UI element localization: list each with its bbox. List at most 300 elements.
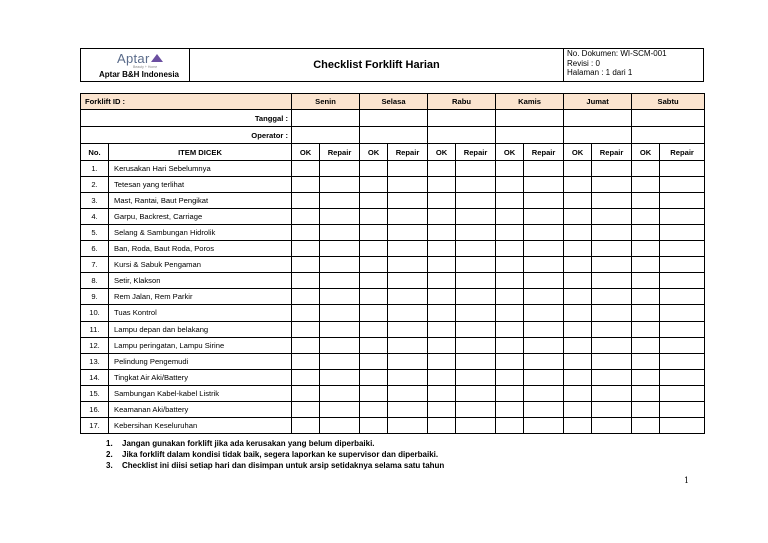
- ok-checkbox-cell[interactable]: [292, 305, 320, 321]
- item-number: 15.: [81, 385, 109, 401]
- repair-checkbox-cell[interactable]: [456, 289, 496, 305]
- table-row: [81, 305, 705, 321]
- ok-checkbox-cell[interactable]: [428, 385, 456, 401]
- ok-checkbox-cell[interactable]: [564, 273, 592, 289]
- table-row: [81, 208, 705, 224]
- ok-checkbox-cell[interactable]: [360, 224, 388, 240]
- repair-checkbox-cell[interactable]: [524, 160, 564, 176]
- repair-checkbox-cell[interactable]: [660, 289, 705, 305]
- ok-checkbox-cell[interactable]: [564, 224, 592, 240]
- ok-checkbox-cell[interactable]: [428, 273, 456, 289]
- ok-checkbox-cell[interactable]: [292, 241, 320, 257]
- ok-checkbox-cell[interactable]: [360, 289, 388, 305]
- repair-checkbox-cell[interactable]: [320, 353, 360, 369]
- note-item: 3. Checklist ini diisi setiap hari dan disimpan untuk arsip setidaknya selama satu tahun: [106, 460, 445, 470]
- repair-checkbox-cell[interactable]: [388, 273, 428, 289]
- repair-checkbox-cell[interactable]: [320, 385, 360, 401]
- repair-checkbox-cell[interactable]: [660, 257, 705, 273]
- repair-checkbox-cell[interactable]: [660, 273, 705, 289]
- ok-checkbox-cell[interactable]: [564, 257, 592, 273]
- ok-checkbox-cell[interactable]: [428, 401, 456, 417]
- repair-checkbox-cell[interactable]: [660, 353, 705, 369]
- repair-checkbox-cell[interactable]: [592, 224, 632, 240]
- ok-checkbox-cell[interactable]: [564, 401, 592, 417]
- repair-checkbox-cell[interactable]: [592, 176, 632, 192]
- ok-checkbox-cell[interactable]: [632, 273, 660, 289]
- logo-triangle-icon: [151, 54, 163, 62]
- repair-checkbox-cell[interactable]: [388, 337, 428, 353]
- document-title: Checklist Forklift Harian: [190, 49, 564, 82]
- table-row: [81, 192, 705, 208]
- item-label: Mast, Rantai, Baut Pengikat: [109, 192, 292, 208]
- repair-checkbox-cell[interactable]: [388, 257, 428, 273]
- ok-checkbox-cell[interactable]: [632, 401, 660, 417]
- ok-checkbox-cell[interactable]: [632, 176, 660, 192]
- ok-checkbox-cell[interactable]: [632, 192, 660, 208]
- ok-checkbox-cell[interactable]: [428, 418, 456, 434]
- repair-checkbox-cell[interactable]: [592, 369, 632, 385]
- repair-checkbox-cell[interactable]: [388, 401, 428, 417]
- day-rabu: Rabu: [428, 94, 496, 110]
- repair-checkbox-cell[interactable]: [660, 305, 705, 321]
- item-number: 3.: [81, 192, 109, 208]
- repair-column-header: Repair: [388, 144, 428, 160]
- ok-checkbox-cell[interactable]: [292, 160, 320, 176]
- ok-checkbox-cell[interactable]: [428, 305, 456, 321]
- column-header-row: [81, 144, 705, 160]
- repair-checkbox-cell[interactable]: [660, 337, 705, 353]
- repair-checkbox-cell[interactable]: [456, 369, 496, 385]
- ok-checkbox-cell[interactable]: [564, 208, 592, 224]
- repair-checkbox-cell[interactable]: [388, 241, 428, 257]
- ok-checkbox-cell[interactable]: [632, 305, 660, 321]
- item-label: Keamanan Aki/battery: [109, 401, 292, 417]
- ok-checkbox-cell[interactable]: [428, 321, 456, 337]
- ok-checkbox-cell[interactable]: [496, 160, 524, 176]
- ok-checkbox-cell[interactable]: [360, 337, 388, 353]
- ok-checkbox-cell[interactable]: [564, 305, 592, 321]
- repair-checkbox-cell[interactable]: [592, 353, 632, 369]
- repair-checkbox-cell[interactable]: [456, 305, 496, 321]
- item-label: Kebersihan Keseluruhan: [109, 418, 292, 434]
- operator-field[interactable]: [564, 127, 632, 144]
- repair-checkbox-cell[interactable]: [592, 337, 632, 353]
- item-number: 10.: [81, 305, 109, 321]
- col-no-header: No.: [81, 144, 109, 160]
- repair-checkbox-cell[interactable]: [388, 385, 428, 401]
- item-number: 12.: [81, 337, 109, 353]
- repair-checkbox-cell[interactable]: [320, 401, 360, 417]
- ok-column-header: OK: [428, 144, 456, 160]
- ok-checkbox-cell[interactable]: [360, 160, 388, 176]
- repair-checkbox-cell[interactable]: [524, 176, 564, 192]
- document-meta: [564, 49, 704, 82]
- repair-checkbox-cell[interactable]: [456, 353, 496, 369]
- ok-checkbox-cell[interactable]: [496, 289, 524, 305]
- forklift-id-label: Forklift ID :: [81, 94, 292, 110]
- repair-checkbox-cell[interactable]: [456, 208, 496, 224]
- ok-checkbox-cell[interactable]: [496, 192, 524, 208]
- item-number: 14.: [81, 369, 109, 385]
- repair-checkbox-cell[interactable]: [592, 208, 632, 224]
- repair-checkbox-cell[interactable]: [524, 401, 564, 417]
- repair-checkbox-cell[interactable]: [320, 208, 360, 224]
- item-label: Kerusakan Hari Sebelumnya: [109, 160, 292, 176]
- repair-checkbox-cell[interactable]: [592, 305, 632, 321]
- repair-checkbox-cell[interactable]: [524, 369, 564, 385]
- ok-checkbox-cell[interactable]: [428, 369, 456, 385]
- ok-checkbox-cell[interactable]: [292, 321, 320, 337]
- repair-checkbox-cell[interactable]: [660, 176, 705, 192]
- ok-checkbox-cell[interactable]: [360, 257, 388, 273]
- repair-checkbox-cell[interactable]: [388, 289, 428, 305]
- ok-checkbox-cell[interactable]: [496, 401, 524, 417]
- repair-checkbox-cell[interactable]: [660, 418, 705, 434]
- repair-checkbox-cell[interactable]: [388, 160, 428, 176]
- repair-checkbox-cell[interactable]: [456, 192, 496, 208]
- ok-checkbox-cell[interactable]: [564, 337, 592, 353]
- repair-checkbox-cell[interactable]: [524, 273, 564, 289]
- page-number: 1: [684, 476, 690, 485]
- ok-checkbox-cell[interactable]: [360, 418, 388, 434]
- ok-column-header: OK: [496, 144, 524, 160]
- repair-checkbox-cell[interactable]: [660, 385, 705, 401]
- repair-checkbox-cell[interactable]: [524, 289, 564, 305]
- ok-checkbox-cell[interactable]: [632, 321, 660, 337]
- table-row: [81, 385, 705, 401]
- ok-checkbox-cell[interactable]: [292, 273, 320, 289]
- ok-checkbox-cell[interactable]: [496, 208, 524, 224]
- ok-checkbox-cell[interactable]: [632, 337, 660, 353]
- ok-checkbox-cell[interactable]: [292, 353, 320, 369]
- repair-checkbox-cell[interactable]: [524, 305, 564, 321]
- ok-checkbox-cell[interactable]: [428, 337, 456, 353]
- repair-checkbox-cell[interactable]: [388, 305, 428, 321]
- repair-checkbox-cell[interactable]: [388, 192, 428, 208]
- ok-checkbox-cell[interactable]: [428, 257, 456, 273]
- note-item: 1. Jangan gunakan forklift jika ada kerusakan yang belum diperbaiki.: [106, 439, 375, 448]
- repair-checkbox-cell[interactable]: [592, 418, 632, 434]
- repair-checkbox-cell[interactable]: [456, 337, 496, 353]
- repair-checkbox-cell[interactable]: [524, 192, 564, 208]
- doc-page-info: Halaman : 1 dari 1: [567, 68, 633, 77]
- repair-checkbox-cell[interactable]: [592, 289, 632, 305]
- tanggal-field[interactable]: [428, 110, 496, 127]
- ok-checkbox-cell[interactable]: [632, 369, 660, 385]
- ok-checkbox-cell[interactable]: [564, 369, 592, 385]
- ok-column-header: OK: [632, 144, 660, 160]
- ok-checkbox-cell[interactable]: [292, 289, 320, 305]
- repair-checkbox-cell[interactable]: [524, 353, 564, 369]
- ok-checkbox-cell[interactable]: [428, 353, 456, 369]
- ok-checkbox-cell[interactable]: [564, 418, 592, 434]
- table-row: [81, 241, 705, 257]
- repair-checkbox-cell[interactable]: [660, 401, 705, 417]
- repair-checkbox-cell[interactable]: [592, 321, 632, 337]
- item-number: 17.: [81, 418, 109, 434]
- ok-checkbox-cell[interactable]: [496, 176, 524, 192]
- aptar-logo: Aptar: [117, 51, 163, 66]
- document-header: [80, 48, 704, 82]
- repair-checkbox-cell[interactable]: [388, 176, 428, 192]
- repair-checkbox-cell[interactable]: [320, 160, 360, 176]
- ok-checkbox-cell[interactable]: [496, 241, 524, 257]
- repair-checkbox-cell[interactable]: [320, 418, 360, 434]
- ok-checkbox-cell[interactable]: [632, 208, 660, 224]
- operator-row: [81, 127, 705, 144]
- ok-checkbox-cell[interactable]: [360, 401, 388, 417]
- operator-field[interactable]: [360, 127, 428, 144]
- repair-checkbox-cell[interactable]: [524, 337, 564, 353]
- ok-checkbox-cell[interactable]: [360, 305, 388, 321]
- tanggal-field[interactable]: [360, 110, 428, 127]
- table-row: [81, 289, 705, 305]
- item-number: 11.: [81, 321, 109, 337]
- repair-checkbox-cell[interactable]: [524, 418, 564, 434]
- repair-checkbox-cell[interactable]: [592, 401, 632, 417]
- ok-checkbox-cell[interactable]: [632, 224, 660, 240]
- checklist-table: [80, 93, 705, 434]
- item-label: Selang & Sambungan Hidrolik: [109, 224, 292, 240]
- repair-column-header: Repair: [524, 144, 564, 160]
- ok-checkbox-cell[interactable]: [360, 273, 388, 289]
- ok-checkbox-cell[interactable]: [360, 353, 388, 369]
- ok-checkbox-cell[interactable]: [632, 385, 660, 401]
- repair-checkbox-cell[interactable]: [456, 418, 496, 434]
- item-label: Pelindung Pengemudi: [109, 353, 292, 369]
- repair-checkbox-cell[interactable]: [592, 273, 632, 289]
- repair-checkbox-cell[interactable]: [456, 160, 496, 176]
- item-number: 8.: [81, 273, 109, 289]
- repair-checkbox-cell[interactable]: [592, 241, 632, 257]
- item-label: Sambungan Kabel-kabel Listrik: [109, 385, 292, 401]
- item-number: 5.: [81, 224, 109, 240]
- repair-checkbox-cell[interactable]: [320, 224, 360, 240]
- repair-checkbox-cell[interactable]: [660, 208, 705, 224]
- ok-checkbox-cell[interactable]: [496, 418, 524, 434]
- operator-field[interactable]: [292, 127, 360, 144]
- ok-checkbox-cell[interactable]: [292, 224, 320, 240]
- ok-checkbox-cell[interactable]: [632, 289, 660, 305]
- repair-checkbox-cell[interactable]: [524, 321, 564, 337]
- repair-checkbox-cell[interactable]: [320, 176, 360, 192]
- ok-checkbox-cell[interactable]: [360, 208, 388, 224]
- day-jumat: Jumat: [564, 94, 632, 110]
- ok-checkbox-cell[interactable]: [496, 385, 524, 401]
- repair-checkbox-cell[interactable]: [456, 224, 496, 240]
- ok-checkbox-cell[interactable]: [360, 176, 388, 192]
- item-number: 13.: [81, 353, 109, 369]
- ok-checkbox-cell[interactable]: [292, 192, 320, 208]
- repair-checkbox-cell[interactable]: [524, 208, 564, 224]
- repair-checkbox-cell[interactable]: [524, 257, 564, 273]
- ok-checkbox-cell[interactable]: [360, 192, 388, 208]
- operator-field[interactable]: [496, 127, 564, 144]
- ok-checkbox-cell[interactable]: [564, 241, 592, 257]
- ok-checkbox-cell[interactable]: [428, 192, 456, 208]
- ok-checkbox-cell[interactable]: [496, 257, 524, 273]
- repair-checkbox-cell[interactable]: [660, 192, 705, 208]
- item-number: 2.: [81, 176, 109, 192]
- ok-checkbox-cell[interactable]: [428, 208, 456, 224]
- ok-checkbox-cell[interactable]: [292, 385, 320, 401]
- item-number: 7.: [81, 257, 109, 273]
- repair-checkbox-cell[interactable]: [320, 192, 360, 208]
- repair-checkbox-cell[interactable]: [388, 321, 428, 337]
- day-selasa: Selasa: [360, 94, 428, 110]
- logo-tagline: Beauty + Home: [133, 65, 158, 69]
- tanggal-label: Tanggal :: [81, 110, 292, 127]
- table-row: [81, 418, 705, 434]
- item-label: Setir, Klakson: [109, 273, 292, 289]
- repair-checkbox-cell[interactable]: [320, 289, 360, 305]
- ok-checkbox-cell[interactable]: [496, 273, 524, 289]
- ok-checkbox-cell[interactable]: [496, 353, 524, 369]
- operator-label: Operator :: [81, 127, 292, 144]
- table-row: [81, 401, 705, 417]
- ok-checkbox-cell[interactable]: [564, 192, 592, 208]
- ok-column-header: OK: [292, 144, 320, 160]
- repair-checkbox-cell[interactable]: [660, 160, 705, 176]
- table-row: [81, 224, 705, 240]
- ok-checkbox-cell[interactable]: [292, 337, 320, 353]
- repair-checkbox-cell[interactable]: [388, 208, 428, 224]
- ok-checkbox-cell[interactable]: [496, 224, 524, 240]
- item-label: Tuas Kontrol: [109, 305, 292, 321]
- item-label: Lampu peringatan, Lampu Sirine: [109, 337, 292, 353]
- ok-checkbox-cell[interactable]: [564, 385, 592, 401]
- day-sabtu: Sabtu: [632, 94, 705, 110]
- table-row: [81, 321, 705, 337]
- ok-checkbox-cell[interactable]: [292, 418, 320, 434]
- tanggal-field[interactable]: [632, 110, 705, 127]
- ok-checkbox-cell[interactable]: [564, 289, 592, 305]
- repair-checkbox-cell[interactable]: [660, 369, 705, 385]
- repair-checkbox-cell[interactable]: [320, 241, 360, 257]
- repair-checkbox-cell[interactable]: [456, 385, 496, 401]
- ok-checkbox-cell[interactable]: [360, 369, 388, 385]
- note-item: 2. Jika forklift dalam kondisi tidak baik, segera laporkan ke supervisor dan diperbaiki.: [106, 449, 439, 459]
- repair-checkbox-cell[interactable]: [320, 369, 360, 385]
- repair-checkbox-cell[interactable]: [388, 418, 428, 434]
- ok-checkbox-cell[interactable]: [360, 241, 388, 257]
- ok-checkbox-cell[interactable]: [632, 257, 660, 273]
- ok-checkbox-cell[interactable]: [632, 353, 660, 369]
- item-number: 16.: [81, 401, 109, 417]
- ok-checkbox-cell[interactable]: [428, 176, 456, 192]
- item-number: 9.: [81, 289, 109, 305]
- ok-checkbox-cell[interactable]: [428, 160, 456, 176]
- ok-checkbox-cell[interactable]: [292, 176, 320, 192]
- day-kamis: Kamis: [496, 94, 564, 110]
- notes-list: [106, 439, 444, 471]
- tanggal-row: [81, 110, 705, 127]
- repair-checkbox-cell[interactable]: [456, 176, 496, 192]
- operator-field[interactable]: [632, 127, 705, 144]
- ok-checkbox-cell[interactable]: [496, 321, 524, 337]
- repair-checkbox-cell[interactable]: [592, 160, 632, 176]
- company-name: Aptar B&H Indonesia: [99, 70, 180, 79]
- table-row: [81, 353, 705, 369]
- doc-revision: Revisi : 0: [567, 58, 600, 68]
- ok-checkbox-cell[interactable]: [360, 321, 388, 337]
- ok-checkbox-cell[interactable]: [428, 224, 456, 240]
- repair-checkbox-cell[interactable]: [592, 385, 632, 401]
- item-label: Lampu depan dan belakang: [109, 321, 292, 337]
- repair-checkbox-cell[interactable]: [320, 273, 360, 289]
- repair-checkbox-cell[interactable]: [592, 192, 632, 208]
- item-label: Kursi & Sabuk Pengaman: [109, 257, 292, 273]
- repair-checkbox-cell[interactable]: [388, 369, 428, 385]
- tanggal-field[interactable]: [564, 110, 632, 127]
- ok-checkbox-cell[interactable]: [564, 160, 592, 176]
- ok-checkbox-cell[interactable]: [292, 257, 320, 273]
- repair-checkbox-cell[interactable]: [660, 321, 705, 337]
- ok-checkbox-cell[interactable]: [496, 305, 524, 321]
- ok-checkbox-cell[interactable]: [632, 418, 660, 434]
- ok-column-header: OK: [564, 144, 592, 160]
- repair-checkbox-cell[interactable]: [456, 401, 496, 417]
- ok-checkbox-cell[interactable]: [428, 289, 456, 305]
- ok-checkbox-cell[interactable]: [292, 369, 320, 385]
- ok-checkbox-cell[interactable]: [496, 337, 524, 353]
- repair-checkbox-cell[interactable]: [524, 241, 564, 257]
- ok-checkbox-cell[interactable]: [564, 321, 592, 337]
- doc-number: No. Dokumen: WI-SCM-001: [567, 49, 667, 58]
- repair-checkbox-cell[interactable]: [388, 224, 428, 240]
- ok-checkbox-cell[interactable]: [632, 160, 660, 176]
- repair-checkbox-cell[interactable]: [524, 385, 564, 401]
- ok-checkbox-cell[interactable]: [360, 385, 388, 401]
- repair-checkbox-cell[interactable]: [388, 353, 428, 369]
- day-header-row: [81, 94, 705, 110]
- item-number: 4.: [81, 208, 109, 224]
- repair-column-header: Repair: [592, 144, 632, 160]
- table-row: [81, 369, 705, 385]
- repair-checkbox-cell[interactable]: [320, 337, 360, 353]
- repair-column-header: Repair: [456, 144, 496, 160]
- ok-checkbox-cell[interactable]: [428, 241, 456, 257]
- item-label: Tetesan yang terlihat: [109, 176, 292, 192]
- repair-checkbox-cell[interactable]: [456, 241, 496, 257]
- ok-checkbox-cell[interactable]: [496, 369, 524, 385]
- table-row: [81, 176, 705, 192]
- repair-checkbox-cell[interactable]: [660, 241, 705, 257]
- repair-checkbox-cell[interactable]: [456, 273, 496, 289]
- repair-checkbox-cell[interactable]: [524, 224, 564, 240]
- table-row: [81, 273, 705, 289]
- ok-checkbox-cell[interactable]: [564, 353, 592, 369]
- tanggal-field[interactable]: [496, 110, 564, 127]
- repair-checkbox-cell[interactable]: [660, 224, 705, 240]
- day-senin: Senin: [292, 94, 360, 110]
- operator-field[interactable]: [428, 127, 496, 144]
- tanggal-field[interactable]: [292, 110, 360, 127]
- item-label: Garpu, Backrest, Carriage: [109, 208, 292, 224]
- repair-checkbox-cell[interactable]: [320, 305, 360, 321]
- ok-checkbox-cell[interactable]: [564, 176, 592, 192]
- repair-checkbox-cell[interactable]: [320, 257, 360, 273]
- table-row: [81, 257, 705, 273]
- repair-checkbox-cell[interactable]: [456, 321, 496, 337]
- repair-checkbox-cell[interactable]: [592, 257, 632, 273]
- repair-checkbox-cell[interactable]: [456, 257, 496, 273]
- ok-checkbox-cell[interactable]: [292, 401, 320, 417]
- ok-column-header: OK: [360, 144, 388, 160]
- ok-checkbox-cell[interactable]: [292, 208, 320, 224]
- repair-checkbox-cell[interactable]: [320, 321, 360, 337]
- ok-checkbox-cell[interactable]: [632, 241, 660, 257]
